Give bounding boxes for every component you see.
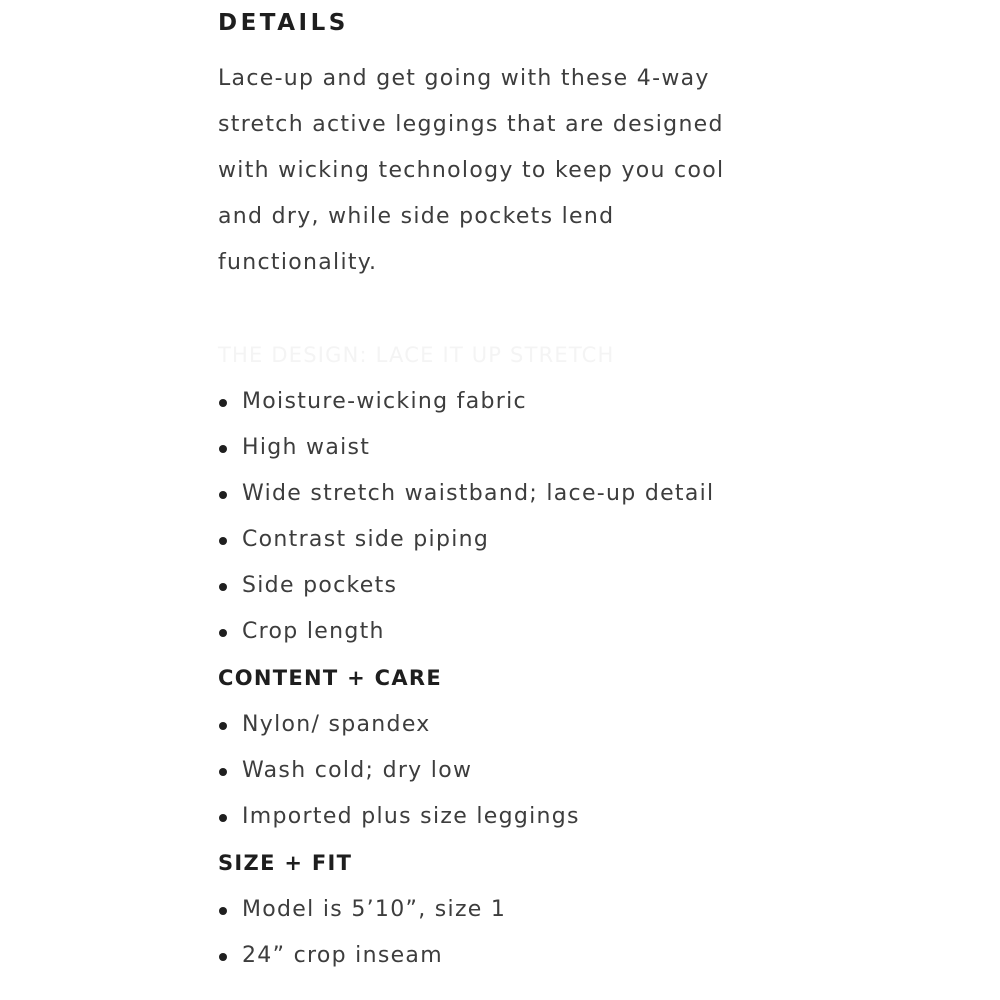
bullet-icon xyxy=(219,445,227,453)
list-item xyxy=(218,527,714,573)
list-item xyxy=(218,435,714,481)
features-list xyxy=(218,389,714,665)
bullet-icon xyxy=(219,537,227,545)
bullet-icon xyxy=(219,953,227,961)
feature-text: High waist xyxy=(242,435,371,460)
feature-text: Moisture-wicking fabric xyxy=(242,389,527,414)
list-item xyxy=(218,619,714,665)
list-item xyxy=(218,712,580,758)
bullet-icon xyxy=(219,629,227,637)
care-text: Nylon/ spandex xyxy=(242,712,431,737)
care-text: Imported plus size leggings xyxy=(242,804,580,829)
list-item xyxy=(218,758,580,804)
list-item xyxy=(218,573,714,619)
fit-text: 24” crop inseam xyxy=(242,943,443,968)
bullet-icon xyxy=(219,491,227,499)
list-item xyxy=(218,897,506,943)
content-care-heading: CONTENT + CARE xyxy=(218,666,443,690)
content-care-list xyxy=(218,712,580,850)
size-fit-heading: SIZE + FIT xyxy=(218,851,353,875)
size-fit-list xyxy=(218,897,506,989)
details-description: Lace-up and get going with these 4-way stretch active leggings that are designed with wicking technology to keep you cool and dry, while side pockets lend functionality. xyxy=(218,66,725,275)
fit-text: Model is 5’10”, size 1 xyxy=(242,897,507,922)
faded-subheading: THE DESIGN: LACE IT UP STRETCH xyxy=(218,343,615,367)
bullet-icon xyxy=(219,722,227,730)
list-item xyxy=(218,481,714,527)
bullet-icon xyxy=(219,399,227,407)
feature-text: Side pockets xyxy=(242,573,398,598)
details-heading: DETAILS xyxy=(218,10,349,36)
care-text: Wash cold; dry low xyxy=(242,758,473,783)
list-item xyxy=(218,943,506,989)
bullet-icon xyxy=(219,583,227,591)
list-item xyxy=(218,804,580,850)
list-item xyxy=(218,389,714,435)
feature-text: Contrast side piping xyxy=(242,527,490,552)
bullet-icon xyxy=(219,814,227,822)
feature-text: Crop length xyxy=(242,619,385,644)
bullet-icon xyxy=(219,768,227,776)
feature-text: Wide stretch waistband; lace-up detail xyxy=(242,481,715,506)
bullet-icon xyxy=(219,907,227,915)
